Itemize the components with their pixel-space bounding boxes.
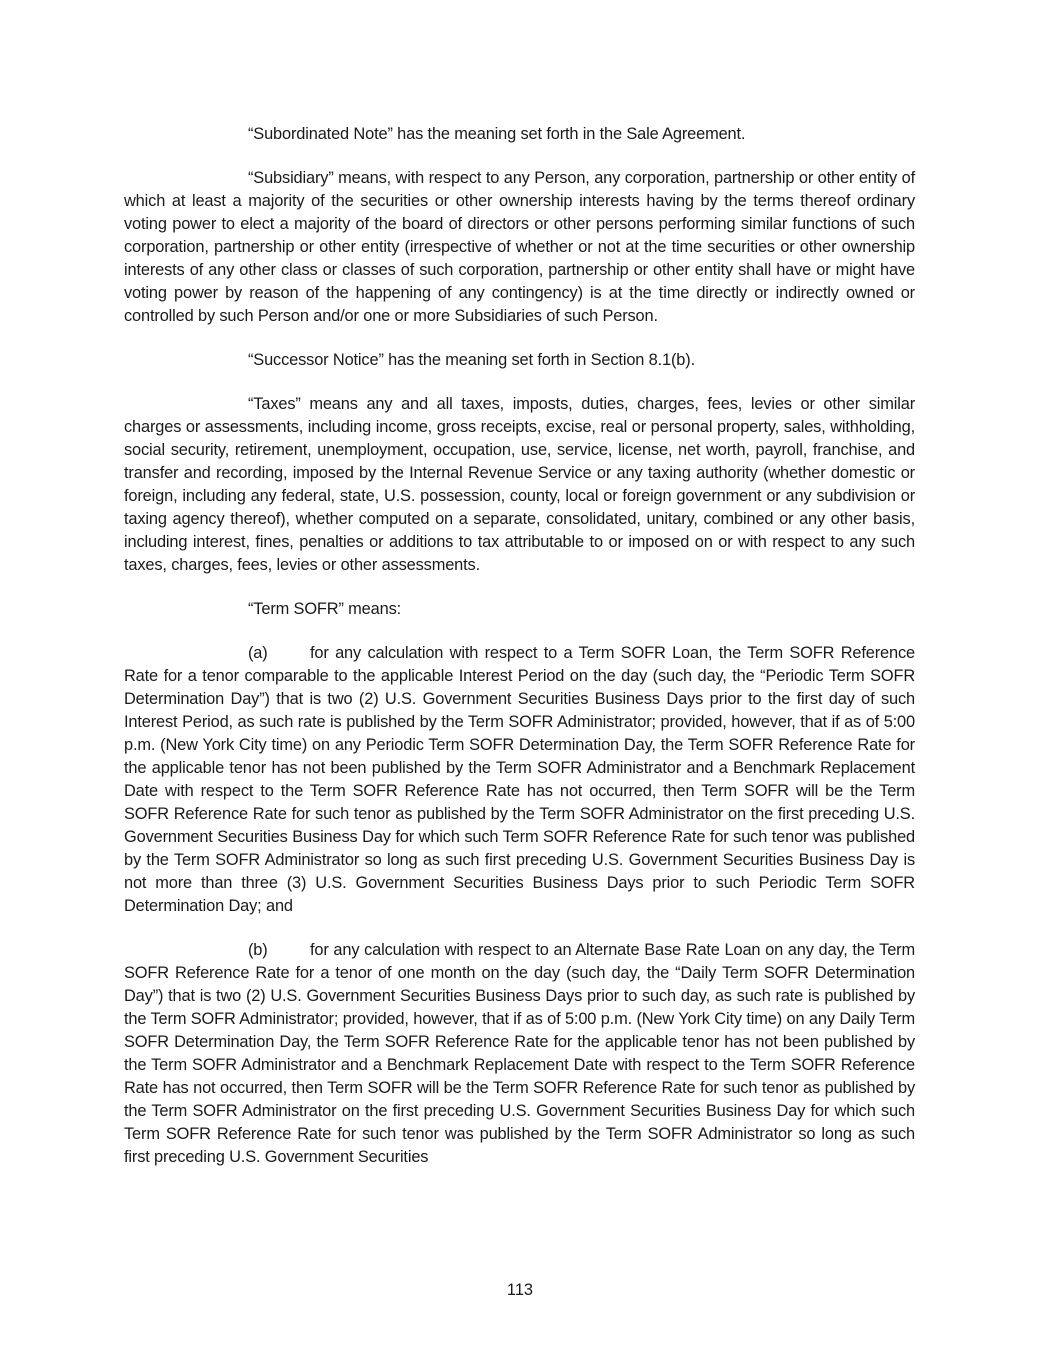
definition-term-sofr: “Term SOFR” means: — [248, 600, 402, 618]
document-body — [124, 123, 915, 1169]
clause-marker: (b) — [248, 941, 268, 959]
definition-subordinated-note: “Subordinated Note” has the meaning set forth in the Sale Agreement. — [248, 125, 746, 143]
term-sofr-clause-a — [124, 642, 915, 918]
clause-text: for any calculation with respect to a Term SOFR Loan, the Term SOFR Reference Rate for a tenor comparable to the applicable Interest Period on the day (such day, the “Periodic Term SOFR Determination Day”) that is two (2) U.S. Government Securities Business Days prior to the first day of such Interest Period, as such rate is published by the Term SOFR Administrator; provided, however, that if as of 5:00 p.m. (New York City time) on any Periodic Term SOFR Determination Day, the Term SOFR Reference Rate for the applicable tenor has not been published by the Term SOFR Administrator and a Benchmark Replacement Date with respect to the Term SOFR Reference Rate has not occurred, then Term SOFR will be the Term SOFR Reference Rate for such tenor as published by the Term SOFR Administrator on the first preceding U.S. Government Securities Business Day for which such Term SOFR Reference Rate for such tenor was published by the Term SOFR Administrator so long as such first preceding U.S. Government Securities Business Day is not more than three (3) U.S. Government Securities Business Days prior to such Periodic Term SOFR Determination Day; and — [124, 644, 915, 915]
definition-subsidiary: “Subsidiary” means, with respect to any Person, any corporation, partnership or other entity of which at least a majority of the securities or other ownership interests having by the terms thereof ordinary voting power to elect a majority of the board of directors or other persons performing similar functions of such corporation, partnership or other entity (irrespective of whether or not at the time securities or other ownership interests of any other class or classes of such corporation, partnership or other entity shall have or might have voting power by reason of the happening of any contingency) is at the time directly or indirectly owned or controlled by such Person and/or one or more Subsidiaries of such Person. — [124, 169, 915, 325]
clause-text: for any calculation with respect to an Alternate Base Rate Loan on any day, the Term SOFR Reference Rate for a tenor of one month on the day (such day, the “Daily Term SOFR Determination Day”) that is two (2) U.S. Government Securities Business Days prior to such day, as such rate is published by the Term SOFR Administrator; provided, however, that if as of 5:00 p.m. (New York City time) on any Daily Term SOFR Determination Day, the Term SOFR Reference Rate for the applicable tenor has not been published by the Term SOFR Administrator and a Benchmark Replacement Date with respect to the Term SOFR Reference Rate has not occurred, then Term SOFR will be the Term SOFR Reference Rate for such tenor as published by the Term SOFR Administrator on the first preceding U.S. Government Securities Business Day for which such Term SOFR Reference Rate for such tenor was published by the Term SOFR Administrator so long as such first preceding U.S. Government Securities — [124, 941, 915, 1166]
clause-marker: (a) — [248, 644, 268, 662]
page-number: 113 — [506, 1281, 534, 1299]
definition-successor-notice: “Successor Notice” has the meaning set forth in Section 8.1(b). — [248, 351, 695, 369]
term-sofr-clause-b — [124, 939, 915, 1169]
definition-taxes: “Taxes” means any and all taxes, imposts, duties, charges, fees, levies or other similar charges or assessments, including income, gross receipts, excise, real or personal property, sales, withholding, social security, retirement, unemployment, occupation, use, service, license, net worth, payroll, franchise, and transfer and recording, imposed by the Internal Revenue Service or any taxing authority (whether domestic or foreign, including any federal, state, U.S. possession, county, local or foreign government or any subdivision or taxing agency thereof), whether computed on a separate, consolidated, unitary, combined or any other basis, including interest, fines, penalties or additions to tax attributable to or imposed on or with respect to any such taxes, charges, fees, levies or other assessments. — [124, 395, 915, 574]
